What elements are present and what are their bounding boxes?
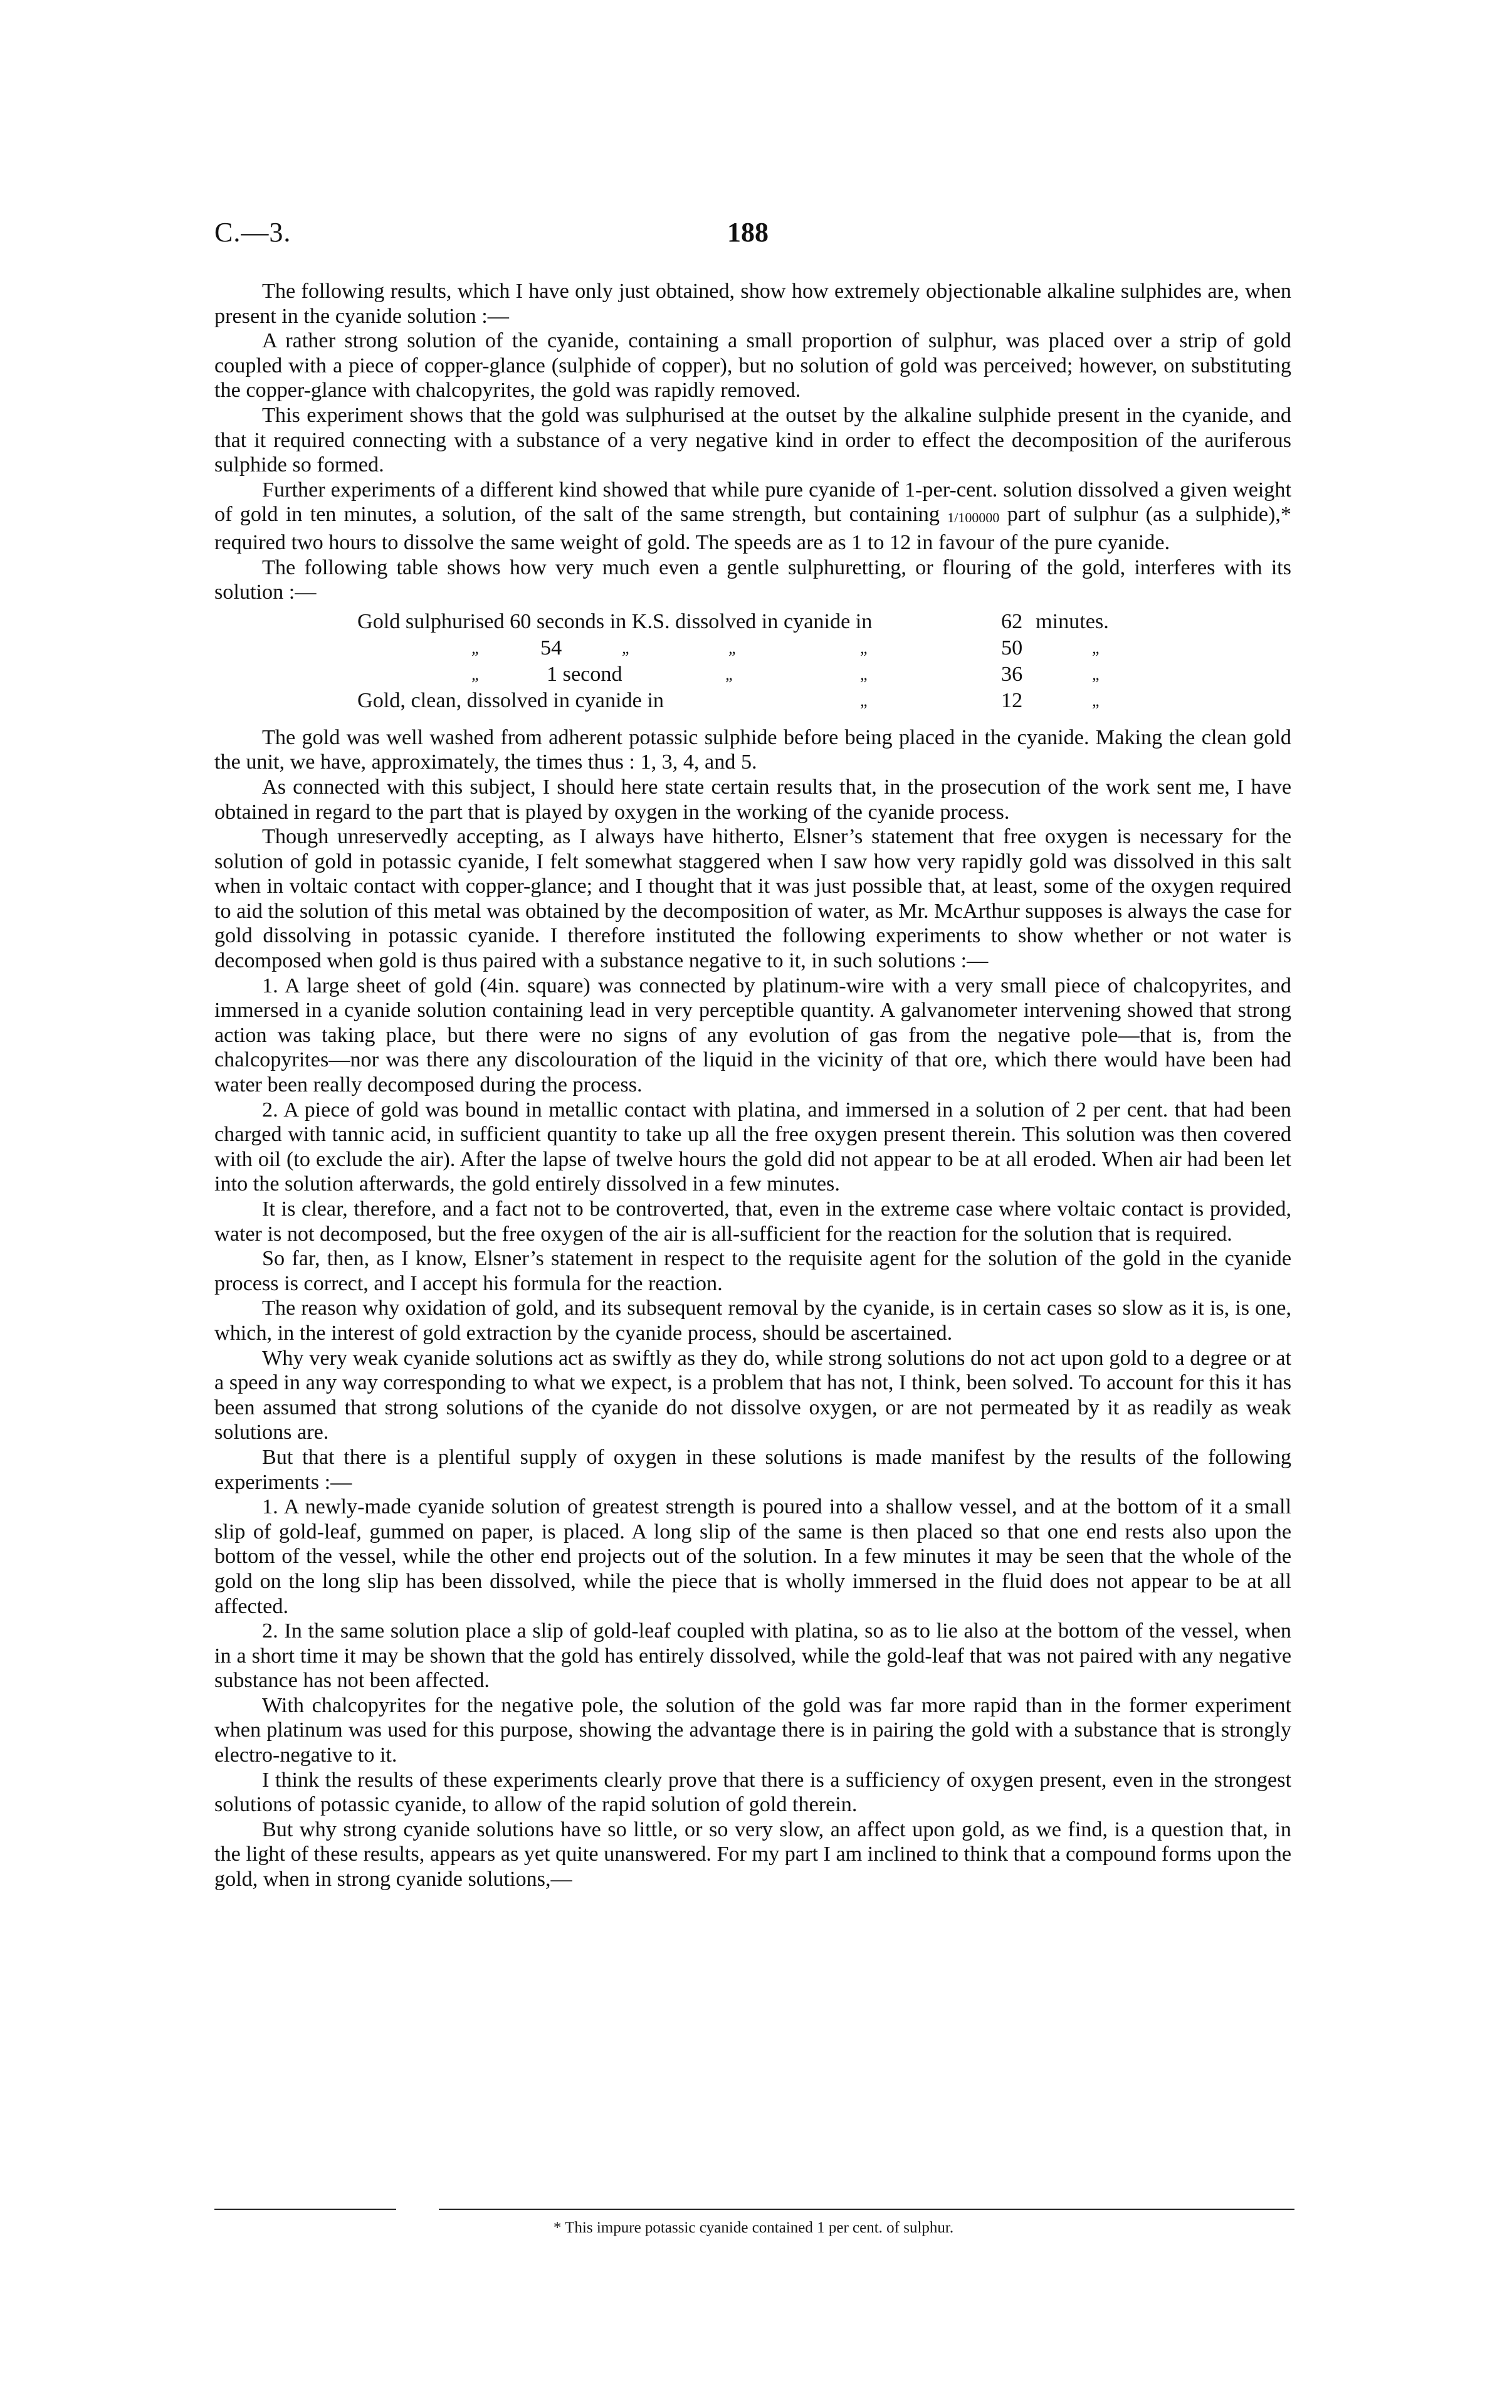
paragraph: 1. A large sheet of gold (4in. square) was connected by platinum-wire with a very small piece of chalcopyrites, and immersed in a cyanide solution containing lead in very perceptible quantity. A galvanometer intervening showed that strong action was taking place, but there were no signs of any evolution of gas from the negative pole—that is, from the chalcopyrites—nor was there any discolouration of the liquid in the vicinity of that ore, which there would have been had water been really decomposed during the process. <box>214 974 1291 1097</box>
paragraph: A rather strong solution of the cyanide, containing a small proportion of sulphur, was placed over a strip of gold coupled with a piece of copper-glance (sulphide of copper), but no solution of gold was perceived; however, on substituting the copper-glance with chalcopyrites, the gold was rapidly removed. <box>214 329 1291 402</box>
para-text-before: Further experiments of a different kind showed that while pure cyanide of 1-per-cent. solution dissolved a given weight of gold in ten minutes, a solution, of the salt of the same strength, but containing <box>214 478 1291 527</box>
ditto-mark: „ <box>860 665 869 683</box>
ditto-mark: „ <box>1092 691 1101 710</box>
paragraph: The gold was well washed from adherent potassic sulphide before being placed in the cyanide. Making the clean gold the unit, we have, approximately, the times thus : 1, 3, 4, and 5. <box>214 725 1291 774</box>
table-time: 62 <box>1001 609 1023 633</box>
ditto-mark: „ <box>725 665 735 683</box>
footnote-rule-left <box>214 2209 396 2210</box>
table-label: Gold sulphurised 60 seconds in K.S. dissolved in cyanide in <box>357 609 873 633</box>
table-unit: minutes. <box>1036 609 1109 633</box>
paragraph: The reason why oxidation of gold, and its subsequent removal by the cyanide, is in certain cases so slow as it is, is one, which, in the interest of gold extraction by the cyanide process, should be ascertained. <box>214 1296 1291 1345</box>
paragraph: Why very weak cyanide solutions act as swiftly as they do, while strong solutions do not act upon gold to a degree or at a speed in any way corresponding to what we expect, is a problem that has not, I think, been solved. To account for this it has been assumed that strong solutions of the cyanide do not dissolve oxygen, or are not permeated by it as readily as weak solutions are. <box>214 1346 1291 1444</box>
paragraph: This experiment shows that the gold was sulphurised at the outset by the alkaline sulphide present in the cyanide, and that it required connecting with a substance of a very negative kind in order to effect the decomposition of the auriferous sulphide so formed. <box>214 403 1291 477</box>
table-ks-time: 54 <box>540 636 562 660</box>
page-number: 188 <box>727 217 769 248</box>
paragraph: So far, then, as I know, Elsner’s statement in respect to the requisite agent for the solution of the gold in the cyanide process is correct, and I accept his formula for the reaction. <box>214 1247 1291 1295</box>
paragraph: 2. In the same solution place a slip of gold-leaf coupled with platina, so as to lie also at the bottom of the vessel, when in a short time it may be shown that the gold has entirely dissolved, while the gold-leaf that was not paired with any negative substance has not been affected. <box>214 1619 1291 1693</box>
table-time: 50 <box>1001 636 1023 660</box>
ditto-mark: „ <box>860 691 869 710</box>
ditto-mark: „ <box>622 638 631 657</box>
fraction: 1/100000 <box>947 510 1000 526</box>
paragraph: With chalcopyrites for the negative pole, the solution of the gold was far more rapid than in the former experiment when platinum was used for this purpose, showing the advantage there is in pairing the gold with a substance that is strongly electro-negative to it. <box>214 1693 1291 1767</box>
paragraph: 2. A piece of gold was bound in metallic contact with platina, and immersed in a solution of 2 per cent. that had been charged with tannic acid, in sufficient quantity to take up all the free oxygen present therein. This solution was then covered with oil (to exclude the air). After the lapse of twelve hours the gold did not appear to be at all eroded. When air had been let into the solution afterwards, the gold entirely dissolved in a few minutes. <box>214 1098 1291 1196</box>
footnote: * This impure potassic cyanide contained 1 per cent. of sulphur. <box>553 2219 954 2236</box>
paragraph: 1. A newly-made cyanide solution of greatest strength is poured into a shallow vessel, and at the bottom of it a small slip of gold-leaf, gummed on paper, is placed. A long slip of the same is then placed so that one end rests also upon the bottom of the vessel, while the other end projects out of the solution. In a few minutes it may be seen that the whole of the gold on the long slip has been dissolved, while the piece that is wholly immersed in the fluid does not appear to be at all affected. <box>214 1495 1291 1618</box>
paragraph: Though unreservedly accepting, as I always have hitherto, Elsner’s statement that free oxygen is necessary for the solution of gold in potassic cyanide, I felt somewhat staggered when I saw how very rapidly gold was dissolved in this salt when in voltaic contact with copper-glance; and I thought that it was just possible that, at least, some of the oxygen required to aid the solution of this metal was obtained by the decomposition of water, as Mr. McArthur supposes is always the case for gold dissolving in potassic cyanide. I therefore instituted the following experiments to show whether or not water is decomposed when gold is thus paired with a substance negative to it, in such solutions :— <box>214 825 1291 973</box>
paragraph: The following table shows how very much even a gentle sulphuretting, or flouring of the gold, interferes with its solution :— <box>214 555 1291 604</box>
section-label: C.—3. <box>214 217 291 248</box>
paragraph: But why strong cyanide solutions have so little, or so very slow, an affect upon gold, as we find, is a question that, in the light of these results, appears as yet quite unanswered. For my part I am inclined to think that a compound forms upon the gold, when in strong cyanide solutions,— <box>214 1817 1291 1891</box>
paragraph: The following results, which I have only just obtained, show how extremely objectionable alkaline sulphides are, when present in the cyanide solution :— <box>214 280 1291 328</box>
table-row <box>214 661 1291 688</box>
table-time: 12 <box>1001 688 1023 712</box>
ditto-mark: „ <box>471 638 481 657</box>
table-label: Gold, clean, dissolved in cyanide in <box>357 688 664 712</box>
paragraph: But that there is a plentiful supply of oxygen in these solutions is made manifest by the results of the following experiments :— <box>214 1445 1291 1494</box>
footnote-rule <box>439 2209 1294 2210</box>
ditto-mark: „ <box>1092 638 1101 657</box>
para-text-after: part of sulphur (as a sulphide),* required two hours to dissolve the same weight of gold. The speeds are as 1 to 12 in favour of the pure cyanide. <box>214 503 1292 554</box>
page-header <box>214 216 1293 266</box>
table-row <box>214 635 1291 661</box>
table-row <box>214 688 1291 714</box>
ditto-mark: „ <box>1092 665 1101 683</box>
paragraph-further-experiments <box>214 478 1291 555</box>
paragraph: It is clear, therefore, and a fact not to be controverted, that, even in the extreme case where voltaic contact is provided, water is not decomposed, but the free oxygen of the air is all-sufficient for the reaction for the solution that is required. <box>214 1197 1291 1246</box>
paragraph: I think the results of these experiments clearly prove that there is a sufficiency of oxygen present, even in the strongest solutions of potassic cyanide, to allow of the rapid solution of gold therein. <box>214 1768 1291 1817</box>
paragraph: As connected with this subject, I should here state certain results that, in the prosecution of the work sent me, I have obtained in regard to the part that is played by oxygen in the working of the cyanide process. <box>214 775 1291 824</box>
ditto-mark: „ <box>471 665 481 683</box>
table-ks-time: 1 second <box>547 662 622 686</box>
dissolution-table <box>214 609 1291 719</box>
ditto-mark: „ <box>860 638 869 657</box>
table-row <box>214 609 1291 635</box>
ditto-mark: „ <box>728 638 738 657</box>
table-time: 36 <box>1001 662 1023 686</box>
document-body <box>214 279 1291 1892</box>
